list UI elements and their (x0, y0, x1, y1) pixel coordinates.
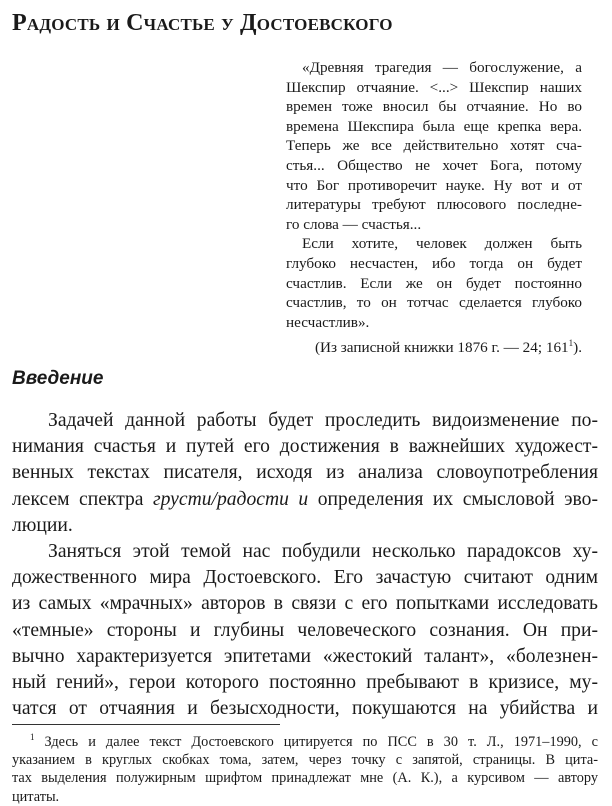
body-line: Задачей данной работы будет проследить видоизменение по- (48, 410, 598, 431)
footnote-text-run: Здесь и далее текст Достоевского цитируется по ПСС в 30 т. Л., 1971–1990, с (44, 734, 598, 750)
body-line: ный гений», герои которого постоянно пребывают в кризисе, му- (12, 672, 598, 694)
body-line: «темные» стороны и глубины человеческого сознания. Он при- (12, 619, 598, 641)
body-text-run: определения их смысловой эво- (308, 488, 598, 510)
epigraph-source (286, 338, 582, 358)
epigraph-source-close: ). (573, 339, 582, 357)
epigraph-line: несчастлив». (286, 313, 370, 331)
footnote-line: указанием в круглых скобках тома, затем, через точку с запятой, страницы. В цита- (12, 752, 598, 769)
epigraph-paragraph (286, 58, 582, 234)
body-line: нимания счастья и путей его достижения в важнейших художест- (12, 436, 598, 458)
epigraph-source-text: (Из записной книжки 1876 г. — 24; 161 (314, 339, 569, 357)
body-paragraph (12, 408, 598, 539)
body-line: из самых «мрачных» авторов в связи с его попытками исследовать (12, 593, 598, 615)
epigraph-line: Шекспир отчаяние. <...> Шекспир наших (286, 78, 582, 96)
epigraph-line: счастлив, то он тотчас сделается глубоко (286, 294, 582, 312)
epigraph-line: «Древняя трагедия — богослужение, а (302, 59, 582, 76)
epigraph-line: стья... Общество не хочет Бога, потому (286, 156, 582, 174)
epigraph-line: Теперь же все действительно хотят сча- (286, 137, 582, 155)
page-title: Радость и Счастье у Достоевского (12, 10, 393, 36)
epigraph-line: счастлив. Если же он будет постоянно (286, 274, 582, 292)
epigraph-line: времена Шекспира была еще крепка вера. (286, 117, 582, 135)
footnote (12, 733, 598, 806)
body-line: люции. (12, 514, 73, 536)
footnote-divider (12, 724, 280, 725)
footnote-line: цитаты. (12, 788, 60, 805)
epigraph-line: времен тоже вносил бы отчаяние. Но во (286, 98, 582, 116)
italic-term: грусти/радости и (153, 488, 309, 510)
epigraph-line: глубоко несчастен, ибо тогда он будет (286, 254, 582, 272)
epigraph-line: литературы требуют плюсового последне- (286, 196, 582, 214)
body-line: дожественного мира Достоевского. Его зачастую считают одним (12, 567, 598, 589)
section-heading: Введение (12, 368, 104, 389)
body-line: чатся от отчаяния и безысходности, покушаются на убийства и (12, 698, 598, 720)
body-line: вычно характеризуется эпитетами «жестокий талант», «болезнен- (12, 645, 598, 667)
footnote-number: 1 (30, 732, 35, 743)
footnote-line (12, 733, 598, 751)
body-paragraph (12, 539, 598, 722)
body-line (12, 487, 598, 513)
epigraph-line: Если хотите, человек должен быть (302, 235, 582, 253)
footnote-reference: 1 (568, 338, 574, 349)
body-text (12, 408, 598, 722)
footnote-line: тах выделения полужирным шрифтом принадлежат мне (А. К.), а курсивом — автору (12, 770, 598, 787)
body-text-run: лексем спектра (12, 488, 153, 510)
epigraph (286, 58, 582, 358)
epigraph-line: го слова — счастья... (286, 215, 422, 233)
body-line: венных текстах писателя, исходя из анализа словоупотребления (12, 462, 598, 484)
epigraph-paragraph (286, 234, 582, 332)
epigraph-line: что Бог противоречит науке. Ну вот и от (286, 176, 582, 194)
body-line: Заняться этой темой нас побудили несколько парадоксов ху- (48, 541, 598, 563)
